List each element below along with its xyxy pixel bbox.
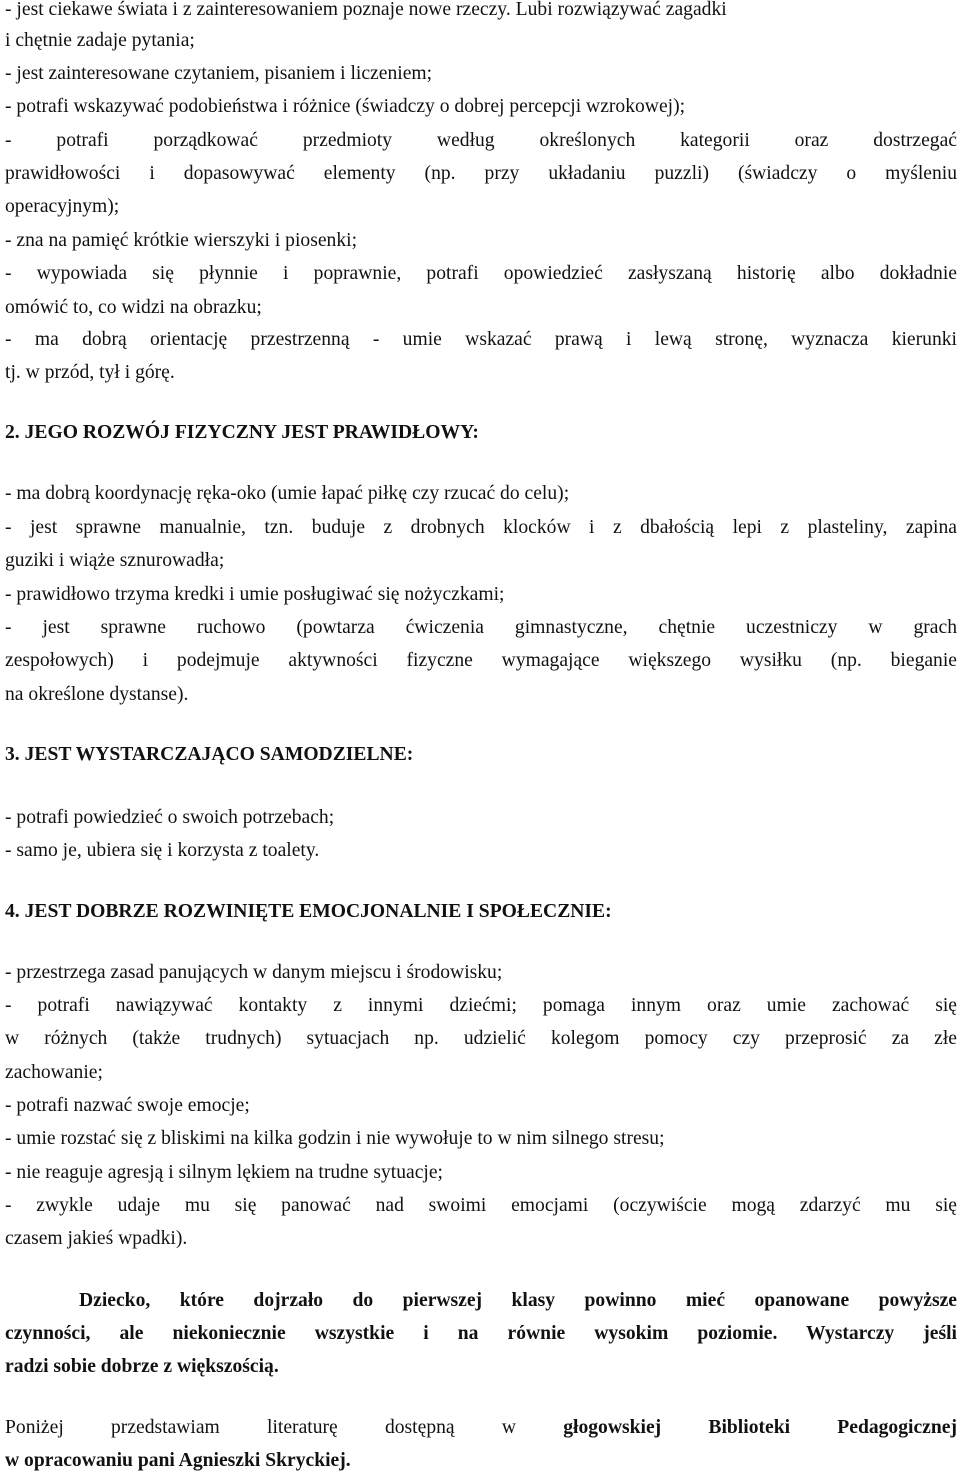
text-line: - ma dobrą orientację przestrzenną - umie wskazać prawą i lewą stronę, wyznacza kierunki <box>5 329 957 350</box>
text-line: zachowanie; <box>5 1062 103 1083</box>
text-line: operacyjnym); <box>5 196 120 217</box>
text-line: - umie rozstać się z bliskimi na kilka godzin i nie wywołuje to w nim silnego stresu; <box>5 1128 665 1149</box>
text-line: - zwykle udaje mu się panować nad swoimi emocjami (oczywiście mogą zdarzyć mu się <box>5 1195 957 1216</box>
text-line: guziki i wiąże sznurowadła; <box>5 550 225 571</box>
text-line: - potrafi wskazywać podobieństwa i różnice (świadczy o dobrej percepcji wzrokowej); <box>5 96 686 117</box>
text-line: - jest zainteresowane czytaniem, pisaniem i liczeniem; <box>5 63 433 84</box>
text-line: - potrafi nawiązywać kontakty z innymi dziećmi; pomaga innym oraz umie zachować się <box>5 995 957 1016</box>
literature-line <box>5 1416 957 1440</box>
text-line: - ma dobrą koordynację ręka-oko (umie łapać piłkę czy rzucać do celu); <box>5 483 570 504</box>
text-line: - prawidłowo trzyma kredki i umie posługiwać się nożyczkami; <box>5 584 505 605</box>
text-line: na określone dystanse). <box>5 684 189 705</box>
literature-author: w opracowaniu pani Agnieszki Skryckiej. <box>5 1450 351 1471</box>
text-line: czasem jakieś wpadki). <box>5 1228 188 1249</box>
library-name: głogowskiej Biblioteki Pedagogicznej <box>563 1417 957 1438</box>
text-line: tj. w przód, tył i górę. <box>5 362 175 383</box>
text-line: zespołowych) i podejmuje aktywności fizyczne wymagające większego wysiłku (np. bieganie <box>5 650 957 671</box>
text-line: - samo je, ubiera się i korzysta z toalety. <box>5 840 320 861</box>
text-line: i chętnie zadaje pytania; <box>5 30 195 51</box>
literature-intro: Poniżej przedstawiam literaturę dostępną w <box>5 1417 564 1438</box>
text-line: omówić to, co widzi na obrazku; <box>5 297 262 318</box>
summary-line: radzi sobie dobrze z większością. <box>5 1356 279 1377</box>
section-heading: 2. JEGO ROZWÓJ FIZYCZNY JEST PRAWIDŁOWY: <box>5 422 479 443</box>
text-line: prawidłowości i dopasowywać elementy (np. przy układaniu puzzli) (świadczy o myśleniu <box>5 163 957 184</box>
text-line: - nie reaguje agresją i silnym lękiem na trudne sytuacje; <box>5 1162 443 1183</box>
text-line: - przestrzega zasad panujących w danym miejscu i środowisku; <box>5 962 503 983</box>
text-line: - jest sprawne ruchowo (powtarza ćwiczenia gimnastyczne, chętnie uczestniczy w grach <box>5 617 957 638</box>
text-line: - wypowiada się płynnie i poprawnie, potrafi opowiedzieć zasłyszaną historię albo dokładnie <box>5 263 957 284</box>
summary-line: Dziecko, które dojrzało do pierwszej klasy powinno mieć opanowane powyższe <box>79 1290 957 1311</box>
text-line: - potrafi nazwać swoje emocje; <box>5 1095 250 1116</box>
text-line: - jest sprawne manualnie, tzn. buduje z drobnych klocków i z dbałością lepi z plasteliny, zapina <box>5 517 957 538</box>
text-line: - potrafi porządkować przedmioty według określonych kategorii oraz dostrzegać <box>5 130 957 151</box>
summary-line: czynności, ale niekoniecznie wszystkie i na równie wysokim poziomie. Wystarczy jeśli <box>5 1323 957 1344</box>
text-line: - zna na pamięć krótkie wierszyki i piosenki; <box>5 230 358 251</box>
text-line: - jest ciekawe świata i z zainteresowaniem poznaje nowe rzeczy. Lubi rozwiązywać zagadki <box>5 0 727 20</box>
text-line: w różnych (także trudnych) sytuacjach np. udzielić kolegom pomocy czy przeprosić za złe <box>5 1028 957 1049</box>
section-heading: 4. JEST DOBRZE ROZWINIĘTE EMOCJONALNIE I SPOŁECZNIE: <box>5 901 612 922</box>
section-heading: 3. JEST WYSTARCZAJĄCO SAMODZIELNE: <box>5 744 414 765</box>
text-line: - potrafi powiedzieć o swoich potrzebach; <box>5 807 335 828</box>
